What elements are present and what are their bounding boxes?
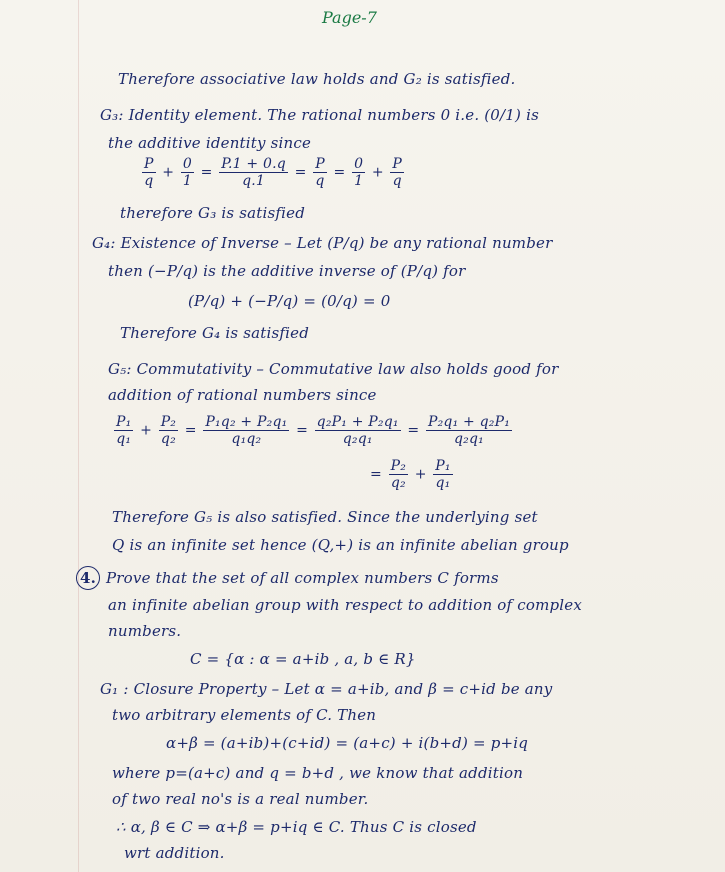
text-line-8: (P/q) + (−P/q) = (0/q) = 0 (188, 292, 391, 310)
text-line-9: Therefore G₄ is satisfied (120, 324, 310, 342)
text-line-14: Therefore G₅ is also satisfied. Since the underlying set (112, 508, 538, 526)
fraction: $\frac{\text{P₁q₂ + P₂q₁}}{\text{q₁q₂}}$ (205, 414, 288, 447)
text-line-2: G₃: Identity element. The rational numbers 0 i.e. (0/1) is (100, 106, 539, 124)
fraction: $\frac{P}{q}$ (392, 156, 403, 189)
fraction: $\frac{\text{P₂}}{\text{q₂}}$ (160, 414, 177, 447)
text-line-1: Therefore associative law holds and G₂ is satisfied. (118, 70, 516, 88)
fraction: $\frac{\text{P₁}}{\text{q₁}}$ (116, 414, 132, 447)
fraction: $\frac{\text{P₁}}{\text{q₁}}$ (435, 458, 451, 491)
text-line-20: G₁ : Closure Property – Let α = a+ib, and β = c+id be any (100, 680, 553, 698)
text-line-11: addition of rational numbers since (108, 386, 377, 404)
fraction: $\frac{P.1 + 0.q}{q.1}$ (221, 156, 286, 189)
equation-identity: $\frac{P}{q}$ + $\frac{0}{1}$ = $\frac{P.1 + 0.q}{q.1}$ = $\frac{P}{q}$ = $\frac{0}{1}$ + $\frac{P}{q}$ (144, 156, 403, 189)
text-line-26: wrt addition. (124, 844, 225, 862)
text-line-3: the additive identity since (108, 134, 312, 152)
text-line-6: G₄: Existence of Inverse – Let (P/q) be any rational number (92, 234, 553, 252)
text-line-18: numbers. (108, 622, 182, 640)
text-line-5: therefore G₃ is satisfied (120, 204, 306, 222)
fraction: $\frac{\text{P₂q₁ + q₂P₁}}{\text{q₂q₁}}$ (427, 414, 511, 447)
text-line-25: ∴ α, β ∈ C ⇒ α+β = p+iq ∈ C. Thus C is closed (116, 818, 477, 836)
text-line-22: α+β = (a+ib)+(c+id) = (a+c) + i(b+d) = p+iq (166, 734, 529, 752)
text-line-15: Q is an infinite set hence (Q,+) is an infinite abelian group (112, 536, 569, 554)
text-line-21: two arbitrary elements of C. Then (112, 706, 377, 724)
text-line-10: G₅: Commutativity – Commutative law also holds good for (108, 360, 559, 378)
fraction: $\frac{P}{q}$ (315, 156, 325, 189)
equation-commutativity: $\frac{\text{P₁}}{\text{q₁}}$ + $\frac{\text{P₂}}{\text{q₂}}$ = $\frac{\text{P₁q₂ + P₂q₁}}{\text{q₁q₂}}$ = $\frac{\text{q₂P₁ + P₂q₁}}{\text{q₂q₁}}$ = $\frac{\text{P₂q₁ + q₂P₁}}{\text{q₂q₁}}$ (116, 414, 511, 447)
fraction: $\frac{0}{1}$ (354, 156, 364, 189)
text-line-7: then (−P/q) is the additive inverse of (P/q) for (108, 262, 466, 280)
text-line-23: where p=(a+c) and q = b+d , we know that addition (112, 764, 524, 782)
text-line-17: an infinite abelian group with respect to addition of complex (108, 596, 583, 614)
question-number: 4. (76, 566, 100, 590)
text-line-24: of two real no's is a real number. (112, 790, 369, 808)
text-line-19: C = {α : α = a+ib , a, b ∈ R} (190, 650, 416, 668)
fraction: $\frac{\text{q₂P₁ + P₂q₁}}{\text{q₂q₁}}$ (316, 414, 399, 447)
page-number: Page-7 (322, 8, 377, 27)
margin-line (78, 0, 79, 872)
fraction: $\frac{\text{P₂}}{\text{q₂}}$ (390, 458, 407, 491)
fraction: $\frac{P}{q}$ (144, 156, 154, 189)
question-4-line: 4. Prove that the set of all complex numbers C forms (76, 566, 499, 590)
fraction: $\frac{0}{1}$ (182, 156, 192, 189)
equation-commutativity-result: = $\frac{\text{P₂}}{\text{q₂}}$ + $\frac{\text{P₁}}{\text{q₁}}$ (370, 458, 451, 491)
